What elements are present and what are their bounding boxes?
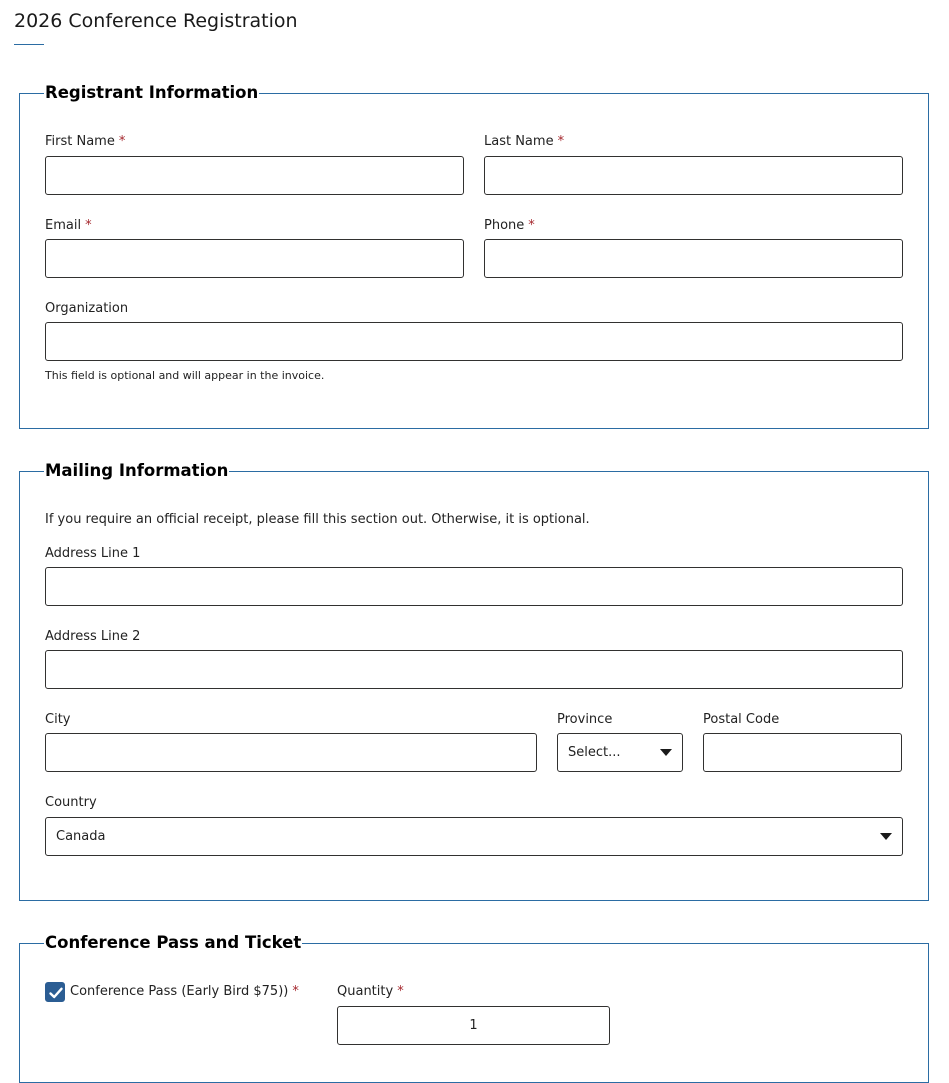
required-marker: * (397, 984, 404, 999)
conference-pass-checkbox[interactable] (45, 982, 65, 1002)
mailing-legend: Mailing Information (45, 461, 229, 480)
page-title: 2026 Conference Registration (14, 10, 298, 32)
title-underline (14, 44, 44, 45)
organization-input[interactable] (45, 322, 903, 361)
pass-section (19, 933, 929, 1083)
country-select[interactable] (45, 817, 903, 856)
last-name-input[interactable] (484, 156, 903, 195)
required-marker: * (85, 218, 92, 233)
email-input[interactable] (45, 239, 464, 278)
phone-label: Phone * (484, 218, 535, 233)
province-select[interactable] (557, 733, 683, 772)
mailing-section (19, 461, 929, 901)
required-marker: * (528, 218, 535, 233)
city-label: City (45, 712, 71, 727)
organization-label: Organization (45, 301, 129, 316)
required-marker: * (118, 134, 126, 149)
first-name-label: First Name * (45, 134, 126, 149)
chevron-down-icon (880, 833, 892, 840)
registrant-legend: Registrant Information (45, 83, 259, 102)
email-label: Email * (45, 218, 92, 233)
address2-input[interactable] (45, 650, 903, 689)
country-label: Country (45, 795, 97, 810)
postal-code-label: Postal Code (703, 712, 780, 727)
phone-input[interactable] (484, 239, 903, 278)
required-marker: * (557, 134, 565, 149)
conference-pass-label: Conference Pass (Early Bird $75)) * (70, 984, 299, 999)
address1-label: Address Line 1 (45, 546, 141, 561)
last-name-label: Last Name * (484, 134, 565, 149)
address1-input[interactable] (45, 567, 903, 606)
quantity-label: Quantity * (337, 984, 404, 999)
quantity-input[interactable]: 1 (337, 1006, 610, 1045)
pass-legend: Conference Pass and Ticket (45, 933, 302, 952)
province-selected-value: Select... (568, 745, 621, 760)
first-name-input[interactable] (45, 156, 464, 195)
city-input[interactable] (45, 733, 537, 772)
mailing-intro-text: If you require an official receipt, please fill this section out. Otherwise, it is optional. (45, 512, 590, 527)
registrant-section (19, 83, 929, 429)
required-marker: * (292, 984, 299, 999)
province-label: Province (557, 712, 613, 727)
address2-label: Address Line 2 (45, 629, 141, 644)
country-selected-value: Canada (56, 829, 106, 844)
organization-help-text: This field is optional and will appear in the invoice. (45, 369, 325, 382)
postal-code-input[interactable] (703, 733, 902, 772)
checkmark-icon (48, 985, 64, 1001)
chevron-down-icon (660, 749, 672, 756)
